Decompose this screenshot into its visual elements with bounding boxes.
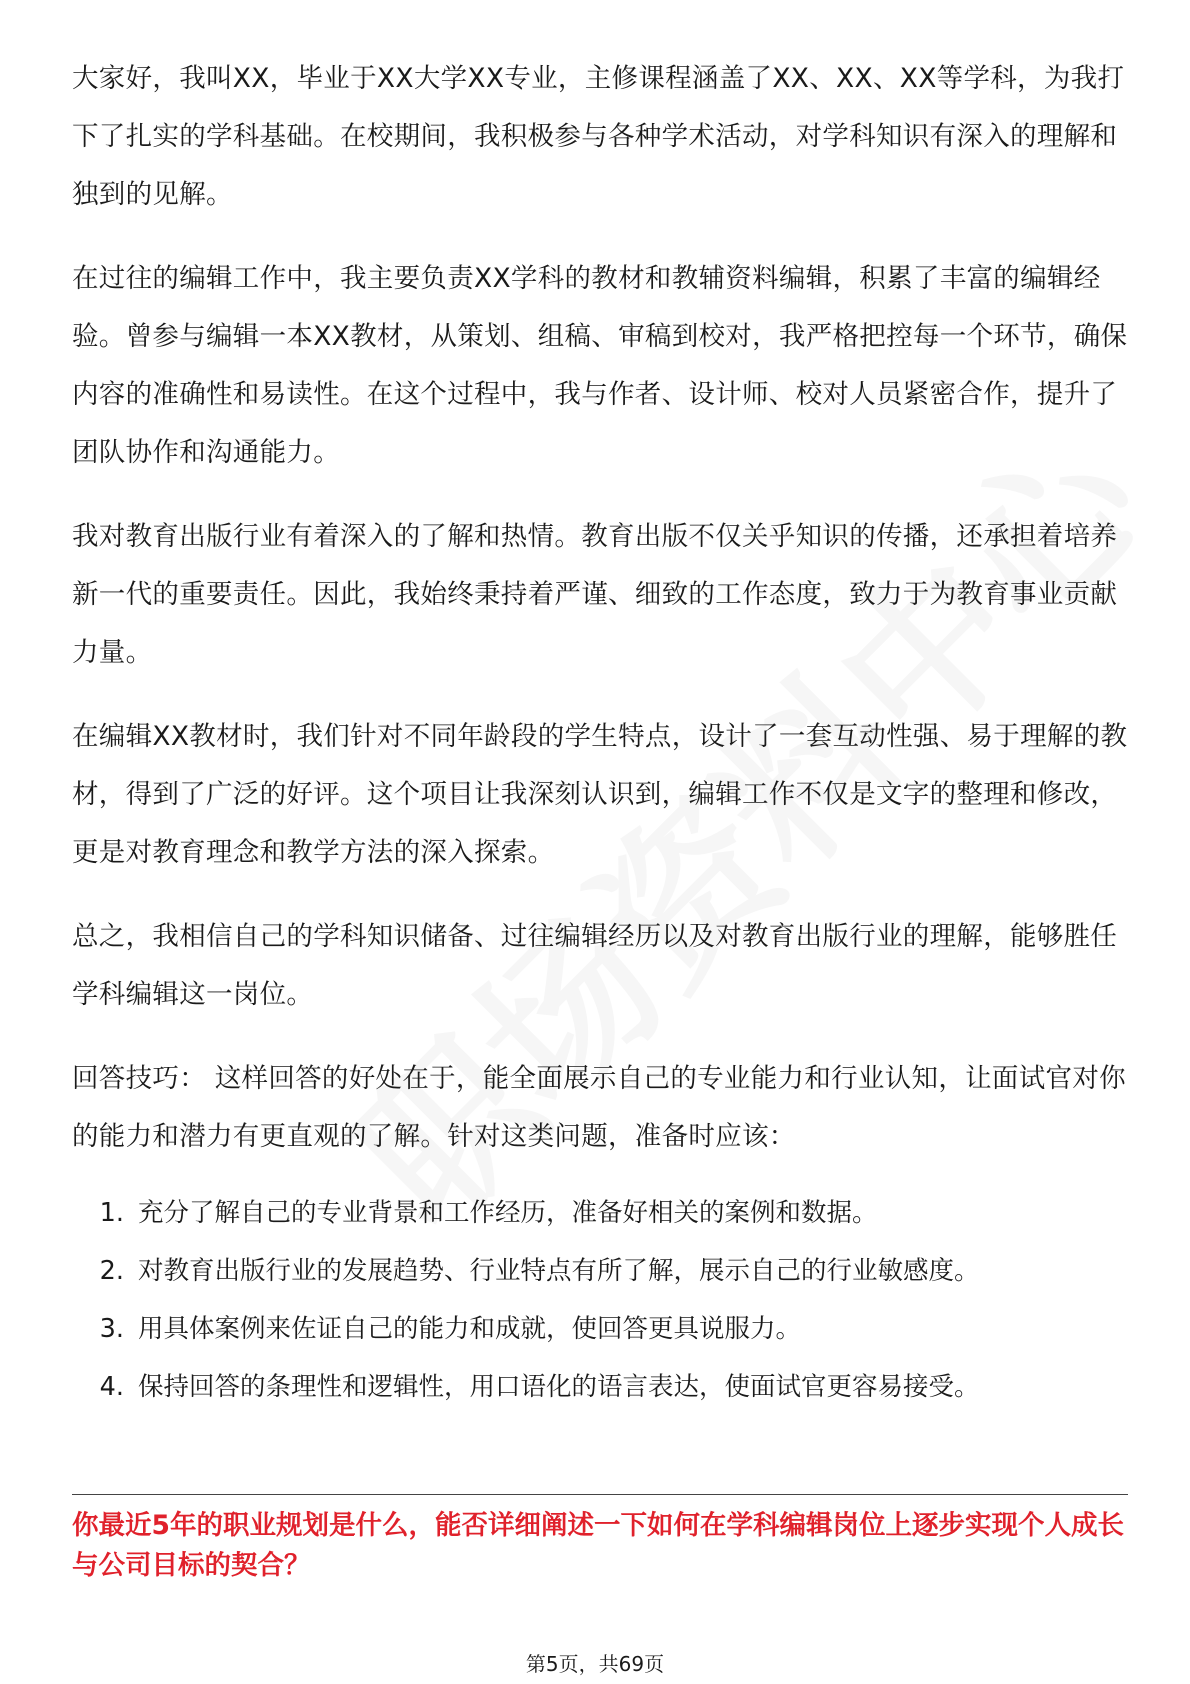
answer-body bbox=[72, 50, 1128, 1416]
list-number: 4. bbox=[99, 1372, 124, 1402]
next-question-heading: 你最近5年的职业规划是什么，能否详细阐述一下如何在学科编辑岗位上逐步实现个人成长与公司目标的契合？ bbox=[72, 1510, 1124, 1581]
list-item bbox=[72, 1242, 1128, 1300]
paragraph-tips-intro: 回答技巧： 这样回答的好处在于，能全面展示自己的专业能力和行业认知，让面试官对你的能力和潜力有更直观的了解。针对这类问题，准备时应该： bbox=[72, 1063, 1126, 1152]
list-text: 充分了解自己的专业背景和工作经历，准备好相关的案例和数据。 bbox=[138, 1198, 878, 1228]
list-number: 2. bbox=[99, 1256, 124, 1286]
tips-list bbox=[72, 1184, 1128, 1416]
paragraph-intro: 大家好，我叫XX，毕业于XX大学XX专业，主修课程涵盖了XX、XX、XX等学科，为我打下了扎实的学科基础。在校期间，我积极参与各种学术活动，对学科知识有深入的理解和独到的见解。 bbox=[72, 63, 1125, 210]
list-number: 3. bbox=[99, 1314, 124, 1344]
paragraph-project: 在编辑XX教材时，我们针对不同年龄段的学生特点，设计了一套互动性强、易于理解的教材，得到了广泛的好评。这个项目让我深刻认识到，编辑工作不仅是文字的整理和修改，更是对教育理念和教学方法的深入探索。 bbox=[72, 721, 1128, 868]
list-item bbox=[72, 1300, 1128, 1358]
section-divider bbox=[72, 1494, 1128, 1495]
paragraph-experience: 在过往的编辑工作中，我主要负责XX学科的教材和教辅资料编辑，积累了丰富的编辑经验。曾参与编辑一本XX教材，从策划、组稿、审稿到校对，我严格把控每一个环节，确保内容的准确性和易读性。在这个过程中，我与作者、设计师、校对人员紧密合作，提升了团队协作和沟通能力。 bbox=[72, 263, 1128, 468]
list-item bbox=[72, 1184, 1128, 1242]
list-text: 对教育出版行业的发展趋势、行业特点有所了解，展示自己的行业敏感度。 bbox=[138, 1256, 980, 1286]
list-text: 用具体案例来佐证自己的能力和成就，使回答更具说服力。 bbox=[138, 1314, 802, 1344]
paragraph-summary: 总之，我相信自己的学科知识储备、过往编辑经历以及对教育出版行业的理解，能够胜任学科编辑这一岗位。 bbox=[72, 921, 1118, 1010]
page-number: 第5页，共69页 bbox=[525, 1652, 665, 1676]
list-text: 保持回答的条理性和逻辑性，用口语化的语言表达，使面试官更容易接受。 bbox=[138, 1372, 980, 1402]
list-item bbox=[72, 1358, 1128, 1416]
paragraph-passion: 我对教育出版行业有着深入的了解和热情。教育出版不仅关乎知识的传播，还承担着培养新一代的重要责任。因此，我始终秉持着严谨、细致的工作态度，致力于为教育事业贡献力量。 bbox=[72, 521, 1118, 668]
list-number: 1. bbox=[99, 1198, 124, 1228]
